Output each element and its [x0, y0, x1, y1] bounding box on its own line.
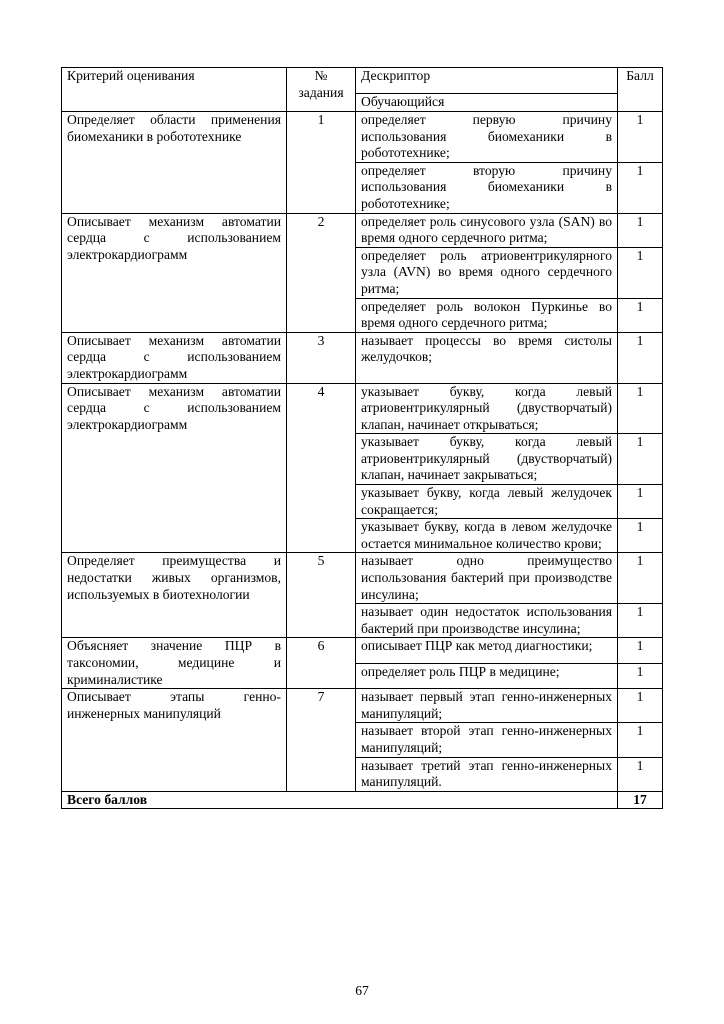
score-cell: 1 — [618, 383, 663, 434]
descriptor-cell: описывает ПЦР как метод диагностики; — [356, 638, 618, 663]
score-cell: 1 — [618, 663, 663, 688]
descriptor-cell: определяет роль ПЦР в медицине; — [356, 663, 618, 688]
score-cell: 1 — [618, 553, 663, 604]
score-cell: 1 — [618, 162, 663, 213]
header-task-number-line1: № — [314, 68, 328, 83]
descriptor-cell: определяет роль синусового узла (SAN) во время одного сердечного ритма; — [356, 213, 618, 247]
task-number-cell: 7 — [287, 689, 356, 792]
descriptor-cell: указывает букву, когда левый атриовентрикулярный (двустворчатый) клапан, начинает закрываться; — [356, 434, 618, 485]
score-cell: 1 — [618, 247, 663, 298]
total-score: 17 — [618, 791, 663, 809]
descriptor-cell: указывает букву, когда в левом желудочке остается минимальное количество крови; — [356, 519, 618, 553]
criterion-cell: Объясняет значение ПЦР в таксономии, медицине и криминалистике — [62, 638, 287, 689]
score-cell: 1 — [618, 757, 663, 791]
header-task-number — [287, 68, 356, 112]
descriptor-cell: называет одно преимущество использования бактерий при производстве инсулина; — [356, 553, 618, 604]
score-cell: 1 — [618, 112, 663, 163]
score-cell: 1 — [618, 434, 663, 485]
table-row — [62, 383, 663, 434]
table-row — [62, 553, 663, 604]
page-number: 67 — [355, 983, 369, 998]
score-cell: 1 — [618, 689, 663, 723]
criterion-cell: Описывает механизм автоматии сердца с использованием электрокардиограмм — [62, 213, 287, 332]
score-cell: 1 — [618, 332, 663, 383]
score-cell: 1 — [618, 519, 663, 553]
header-score: Балл — [618, 68, 663, 112]
rubric-body — [62, 112, 663, 792]
descriptor-cell: называет второй этап генно-инженерных манипуляций; — [356, 723, 618, 757]
task-number-cell: 4 — [287, 383, 356, 553]
header-task-number-line2: задания — [298, 84, 344, 100]
criterion-cell: Описывает механизм автоматии сердца с использованием электрокардиограмм — [62, 383, 287, 553]
score-cell: 1 — [618, 604, 663, 638]
task-number-cell: 1 — [287, 112, 356, 214]
descriptor-cell: называет один недостаток использования бактерий при производстве инсулина; — [356, 604, 618, 638]
header-criterion: Критерий оценивания — [62, 68, 287, 112]
table-row — [62, 332, 663, 383]
descriptor-cell: определяет вторую причину использования биомеханики в робототехнике; — [356, 162, 618, 213]
descriptor-cell: определяет роль волокон Пуркинье во время одного сердечного ритма; — [356, 298, 618, 332]
score-cell: 1 — [618, 723, 663, 757]
header-learner: Обучающийся — [356, 94, 618, 112]
task-number-cell: 3 — [287, 332, 356, 383]
descriptor-cell: определяет роль атриовентрикулярного узла (AVN) во время одного сердечного ритма; — [356, 247, 618, 298]
task-number-cell: 6 — [287, 638, 356, 689]
task-number-cell: 2 — [287, 213, 356, 332]
criterion-cell: Описывает этапы генно-инженерных манипуляций — [62, 689, 287, 792]
criterion-cell: Описывает механизм автоматии сердца с использованием электрокардиограмм — [62, 332, 287, 383]
score-cell: 1 — [618, 638, 663, 663]
descriptor-cell: называет третий этап генно-инженерных манипуляций. — [356, 757, 618, 791]
descriptor-cell: называет первый этап генно-инженерных манипуляций; — [356, 689, 618, 723]
descriptor-cell: определяет первую причину использования биомеханики в робототехнике; — [356, 112, 618, 163]
descriptor-cell: называет процессы во время систолы желудочков; — [356, 332, 618, 383]
descriptor-cell: указывает букву, когда левый желудочек сокращается; — [356, 485, 618, 519]
score-cell: 1 — [618, 298, 663, 332]
total-row — [62, 791, 663, 809]
criterion-cell: Определяет преимущества и недостатки живых организмов, используемых в биотехнологии — [62, 553, 287, 638]
table-row — [62, 638, 663, 663]
score-cell: 1 — [618, 485, 663, 519]
header-descriptor: Дескриптор — [356, 68, 618, 94]
score-cell: 1 — [618, 213, 663, 247]
descriptor-cell: указывает букву, когда левый атриовентрикулярный (двустворчатый) клапан, начинает открываться; — [356, 383, 618, 434]
task-number-cell: 5 — [287, 553, 356, 638]
table-row — [62, 112, 663, 163]
total-label: Всего баллов — [62, 791, 618, 809]
criterion-cell: Определяет области применения биомеханики в робототехнике — [62, 112, 287, 214]
table-row — [62, 213, 663, 247]
assessment-rubric-table — [61, 67, 663, 809]
table-row — [62, 689, 663, 723]
